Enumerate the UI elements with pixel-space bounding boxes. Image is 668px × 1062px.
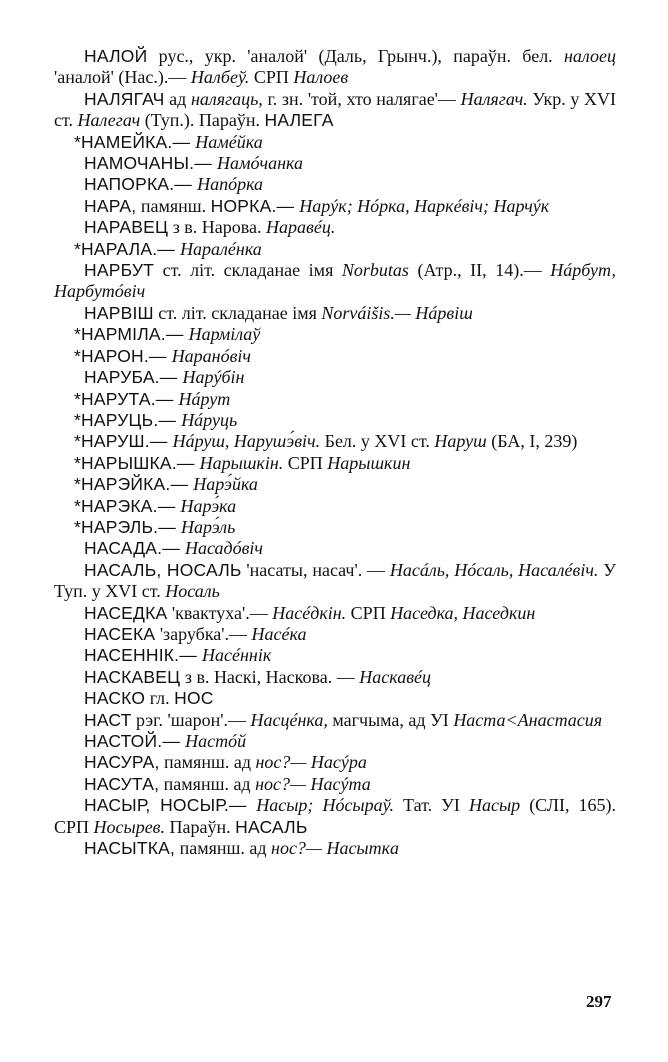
page-number: 297 bbox=[586, 992, 612, 1011]
surname-form: Намóчанка bbox=[217, 153, 303, 174]
dictionary-entry bbox=[54, 474, 616, 495]
entry-text: Укр. у XVI ст. bbox=[54, 88, 616, 131]
headword: НОС bbox=[174, 688, 214, 709]
dictionary-entry bbox=[54, 174, 616, 195]
headword: НАРУБА.— bbox=[84, 367, 183, 388]
surname-form: Насáль, Нóсаль, Насалéвіч. bbox=[389, 559, 599, 580]
surname-form: Насéка bbox=[251, 623, 307, 644]
entry-text: 'зарубка'.— bbox=[155, 623, 252, 644]
entry-text: памянш. bbox=[136, 195, 211, 216]
entry-text: г. зн. 'той, хто налягае'— bbox=[262, 88, 461, 109]
dictionary-entry bbox=[54, 645, 616, 666]
surname-form: Насадóвіч bbox=[184, 538, 264, 559]
headword: НАЛОЙ bbox=[84, 46, 148, 66]
entry-text: рус., укр. 'аналой' (Даль, Грынч.), параўн. бел. bbox=[147, 46, 564, 66]
headword: *НАРУЦЬ.— bbox=[74, 409, 182, 430]
headword: НАСЕННІК.— bbox=[84, 645, 202, 666]
entry-text: памянш. ад bbox=[159, 752, 256, 773]
dictionary-entry bbox=[54, 453, 616, 474]
headword: *НАРУТА.— bbox=[74, 388, 179, 409]
dictionary-entry bbox=[54, 367, 616, 388]
entry-text: ад bbox=[164, 88, 191, 109]
entry-text: СРП bbox=[346, 602, 391, 623]
headword: НАСТ bbox=[84, 709, 132, 730]
entry-text: рэг. 'шарон'.— bbox=[131, 709, 251, 730]
headword: *НАРУШ.— bbox=[74, 431, 173, 452]
headword: НАСЕКА bbox=[84, 623, 156, 644]
dictionary-entry bbox=[54, 89, 616, 132]
surname-form: Нарэ́ка bbox=[180, 495, 237, 516]
headword: НАСАДА.— bbox=[84, 538, 185, 559]
dictionary-entry bbox=[54, 731, 616, 752]
surname-form: Наседка, Наседкин bbox=[390, 602, 536, 623]
surname-form: Нарышкін. bbox=[199, 452, 284, 473]
entry-text: У Туп. у XVI ст. bbox=[54, 559, 616, 602]
dictionary-entry bbox=[54, 667, 616, 688]
surname-form: Насéдкін. bbox=[272, 602, 347, 623]
entry-text: з в. Наскі, Наскова. — bbox=[180, 666, 360, 687]
headword: НОРКА.— bbox=[210, 195, 300, 216]
headword: *НАРМІЛА.— bbox=[74, 324, 189, 345]
dictionary-entry bbox=[54, 346, 616, 367]
surname-form: налоец bbox=[564, 46, 616, 66]
headword: НАМОЧАНЫ.— bbox=[84, 153, 218, 174]
headword: *НАРЭЙКА.— bbox=[74, 474, 194, 495]
entry-text: Тат. УІ bbox=[393, 795, 469, 816]
entry-text: 'насаты, насач'. — bbox=[241, 559, 390, 580]
headword: *НАРЭКА.— bbox=[74, 495, 181, 516]
surname-form: Нарэ́йка bbox=[193, 474, 258, 495]
dictionary-entry bbox=[54, 710, 616, 731]
surname-form: нос?— Насýра bbox=[255, 752, 367, 773]
dictionary-entry bbox=[54, 260, 616, 303]
headword: *НАРЭЛЬ.— bbox=[74, 516, 181, 537]
entry-text: памянш. ад bbox=[159, 773, 256, 794]
headword: НАСЫТКА, bbox=[84, 838, 176, 859]
dictionary-entry bbox=[54, 774, 616, 795]
surname-form: Насéннік bbox=[202, 645, 272, 666]
surname-form: Налбеў. bbox=[190, 67, 250, 88]
dictionary-entry bbox=[54, 389, 616, 410]
surname-form: нос?— Насýта bbox=[255, 773, 371, 794]
dictionary-entry bbox=[54, 153, 616, 174]
surname-form: Носырев. bbox=[93, 816, 165, 837]
surname-form: Нармілаў bbox=[188, 324, 261, 345]
headword: НАСУТА, bbox=[84, 773, 160, 794]
surname-form: Намéйка bbox=[195, 131, 263, 152]
surname-form: Налягач. bbox=[460, 88, 528, 109]
headword: *НАМЕЙКА.— bbox=[74, 131, 196, 152]
entry-column bbox=[54, 46, 616, 859]
dictionary-entry bbox=[54, 196, 616, 217]
entry-text: (СЛІ, 165). СРП bbox=[54, 795, 616, 837]
surname-form: Нáруш, Нарушэ́віч. bbox=[172, 431, 321, 452]
headword: НАСЫР, НОСЫР.— bbox=[84, 795, 257, 816]
headword: НАЛЕГА bbox=[264, 110, 334, 131]
dictionary-entry bbox=[54, 46, 616, 89]
headword: НАСУРА, bbox=[84, 752, 160, 773]
surname-form: Norváišis.— Нáрвіш bbox=[321, 302, 473, 323]
headword: НАСЕДКА bbox=[84, 602, 168, 623]
entry-text: 'квактуха'.— bbox=[167, 602, 273, 623]
surname-form: Нарýбін bbox=[182, 367, 245, 388]
headword: НАРВІШ bbox=[84, 302, 154, 323]
surname-form: нос?— Насыткa bbox=[271, 838, 400, 859]
surname-form: Насцéнка, bbox=[250, 709, 328, 730]
headword: НАРАВЕЦ bbox=[84, 217, 169, 238]
dictionary-entry bbox=[54, 795, 616, 838]
entry-text: ст. літ. складанае імя bbox=[154, 260, 342, 281]
surname-form: Наста<Анастасия bbox=[453, 709, 603, 730]
headword: НАСАЛЬ bbox=[235, 816, 308, 837]
dictionary-entry bbox=[54, 538, 616, 559]
headword: НАСТОЙ.— bbox=[84, 731, 186, 751]
surname-form: Насыр bbox=[468, 795, 521, 816]
surname-form: Наранóвіч bbox=[171, 345, 252, 366]
dictionary-entry bbox=[54, 838, 616, 859]
headword: НАРБУТ bbox=[84, 260, 155, 281]
headword: НАСКАВЕЦ bbox=[84, 666, 181, 687]
dictionary-entry bbox=[54, 239, 616, 260]
dictionary-entry bbox=[54, 603, 616, 624]
headword: НАСАЛЬ, НОСАЛЬ bbox=[84, 559, 242, 580]
entry-text: (Туп.). Параўн. bbox=[140, 110, 265, 131]
dictionary-entry bbox=[54, 624, 616, 645]
surname-form: Насыр; Нóсыраў. bbox=[256, 795, 394, 816]
surname-form: Нáруць bbox=[181, 409, 238, 430]
surname-form: Нарýк; Нóрка, Наркéвіч; Нарчýк bbox=[299, 195, 550, 216]
headword: *НАРЫШКА.— bbox=[74, 452, 200, 473]
headword: *НАРАЛА.— bbox=[74, 238, 181, 259]
dictionary-entry bbox=[54, 752, 616, 773]
surname-form: Наруш bbox=[434, 431, 487, 452]
dictionary-entry bbox=[54, 303, 616, 324]
surname-form: налягаць, bbox=[190, 88, 263, 109]
dictionary-entry bbox=[54, 217, 616, 238]
entry-text: Бел. у XVI ст. bbox=[320, 431, 435, 452]
entry-text: 'аналой' (Нас.).— bbox=[54, 67, 191, 88]
headword: *НАРОН.— bbox=[74, 345, 172, 366]
surname-form: Наскавéц bbox=[359, 666, 431, 687]
headword: НАПОРКА.— bbox=[84, 174, 198, 195]
surname-form: Norbutas bbox=[341, 260, 409, 281]
surname-form: Налоев bbox=[293, 67, 349, 88]
entry-text: з в. Нарова. bbox=[168, 217, 267, 238]
surname-form: Напóрка bbox=[197, 174, 264, 195]
surname-form: Наравéц. bbox=[266, 217, 336, 238]
headword: НАЛЯГАЧ bbox=[84, 88, 165, 109]
dictionary-entry bbox=[54, 324, 616, 345]
entry-text: СРП bbox=[283, 452, 328, 473]
entry-text: (БА, I, 239) bbox=[486, 431, 578, 452]
entry-text: гл. bbox=[145, 688, 175, 709]
entry-text: (Атр., II, 14).— bbox=[408, 260, 551, 281]
headword: НАСКО bbox=[84, 688, 146, 709]
dictionary-entry bbox=[54, 688, 616, 709]
entry-text: магчыма, ад УІ bbox=[327, 709, 454, 730]
headword: НАРА, bbox=[84, 195, 137, 216]
surname-form: Нарэ́ль bbox=[180, 516, 236, 537]
entry-text: СРП bbox=[249, 67, 294, 88]
dictionary-entry bbox=[54, 132, 616, 153]
surname-form: Нарышкин bbox=[327, 452, 411, 473]
surname-form: Нáрбут, Нарбутóвіч bbox=[54, 260, 616, 302]
surname-form: Настóй bbox=[185, 731, 247, 751]
surname-form: Нáрут bbox=[178, 388, 231, 409]
dictionary-entry bbox=[54, 431, 616, 452]
entry-text: Параўн. bbox=[165, 816, 236, 837]
entry-text: памянш. ад bbox=[175, 838, 272, 859]
entry-text: ст. літ. складанае імя bbox=[153, 302, 322, 323]
surname-form: Носаль bbox=[165, 581, 220, 602]
dictionary-entry bbox=[54, 517, 616, 538]
dictionary-entry bbox=[54, 560, 616, 603]
dictionary-entry bbox=[54, 410, 616, 431]
surname-form: Налегач bbox=[77, 110, 141, 131]
dictionary-entry bbox=[54, 496, 616, 517]
surname-form: Наралéнка bbox=[180, 238, 262, 259]
